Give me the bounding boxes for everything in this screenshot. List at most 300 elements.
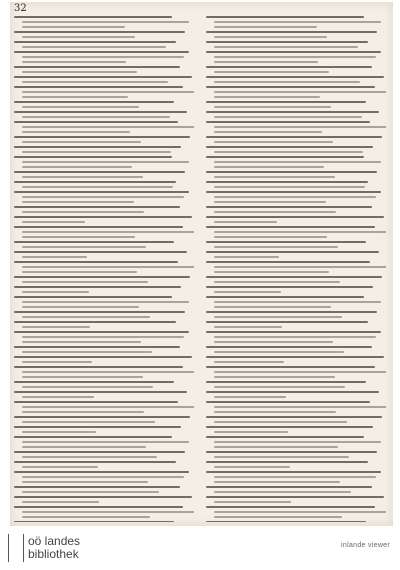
entry-placeholder: [14, 366, 194, 378]
entry-placeholder: [206, 156, 386, 168]
text-line-placeholder: [206, 251, 379, 253]
entry-placeholder: [14, 41, 194, 48]
text-line-placeholder: [206, 416, 382, 418]
text-line-placeholder: [22, 96, 128, 98]
text-line-placeholder: [14, 451, 185, 453]
entry-placeholder: [206, 86, 386, 98]
text-line-placeholder: [214, 431, 288, 433]
text-line-placeholder: [214, 376, 335, 378]
text-line-placeholder: [214, 186, 365, 188]
text-line-placeholder: [22, 291, 89, 293]
text-line-placeholder: [214, 46, 358, 48]
text-line-placeholder: [22, 446, 146, 448]
text-line-placeholder: [214, 246, 338, 248]
entry-placeholder: [206, 241, 386, 248]
text-line-placeholder: [22, 371, 194, 373]
text-line-placeholder: [206, 206, 372, 208]
text-line-placeholder: [14, 276, 190, 278]
text-line-placeholder: [22, 186, 173, 188]
text-line-placeholder: [214, 211, 336, 213]
text-line-placeholder: [22, 476, 184, 478]
text-line-placeholder: [214, 351, 344, 353]
text-line-placeholder: [214, 481, 340, 483]
text-line-placeholder: [206, 366, 375, 368]
text-line-placeholder: [206, 156, 364, 158]
entry-placeholder: [14, 51, 194, 63]
entry-placeholder: [14, 356, 194, 363]
text-line-placeholder: [214, 386, 345, 388]
entry-placeholder: [206, 31, 386, 38]
entry-placeholder: [206, 331, 386, 343]
entry-placeholder: [206, 226, 386, 238]
text-line-placeholder: [22, 376, 143, 378]
entry-placeholder: [14, 436, 194, 448]
entry-placeholder: [206, 311, 386, 318]
text-line-placeholder: [22, 271, 137, 273]
text-line-placeholder: [22, 336, 184, 338]
page-number: 32: [14, 3, 27, 14]
text-line-placeholder: [214, 106, 331, 108]
text-line-placeholder: [14, 226, 183, 228]
entry-placeholder: [14, 416, 194, 423]
text-line-placeholder: [22, 306, 139, 308]
text-line-placeholder: [22, 116, 170, 118]
text-line-placeholder: [206, 41, 368, 43]
text-line-placeholder: [22, 341, 141, 343]
text-line-placeholder: [206, 111, 379, 113]
entry-placeholder: [206, 366, 386, 378]
text-line-placeholder: [14, 381, 174, 383]
text-column-left: [14, 16, 194, 522]
text-line-placeholder: [214, 196, 376, 198]
text-line-placeholder: [22, 176, 143, 178]
text-line-placeholder: [206, 391, 379, 393]
text-line-placeholder: [14, 121, 178, 123]
entry-placeholder: [14, 496, 194, 503]
viewer-label: inlande viewer: [341, 542, 390, 549]
entry-placeholder: [14, 426, 194, 433]
entry-placeholder: [14, 191, 194, 203]
text-line-placeholder: [22, 211, 144, 213]
text-line-placeholder: [214, 491, 351, 493]
text-line-placeholder: [206, 346, 372, 348]
entry-placeholder: [14, 146, 194, 153]
entry-placeholder: [206, 381, 386, 388]
text-line-placeholder: [214, 336, 376, 338]
text-line-placeholder: [22, 196, 184, 198]
text-line-placeholder: [22, 56, 184, 58]
text-line-placeholder: [14, 321, 176, 323]
text-line-placeholder: [214, 361, 284, 363]
entry-placeholder: [14, 471, 194, 483]
library-logo-text: [28, 535, 80, 561]
entry-placeholder: [14, 101, 194, 108]
text-line-placeholder: [22, 441, 189, 443]
text-line-placeholder: [214, 141, 333, 143]
entry-placeholder: [206, 66, 386, 73]
text-line-placeholder: [214, 421, 347, 423]
entry-placeholder: [206, 121, 386, 133]
text-line-placeholder: [22, 411, 144, 413]
entry-placeholder: [14, 331, 194, 343]
entry-placeholder: [206, 486, 386, 493]
text-line-placeholder: [214, 316, 342, 318]
entry-placeholder: [206, 261, 386, 273]
entry-placeholder: [206, 51, 386, 63]
text-line-placeholder: [214, 176, 335, 178]
entry-placeholder: [206, 391, 386, 398]
text-line-placeholder: [206, 191, 381, 193]
text-line-placeholder: [22, 221, 85, 223]
entry-placeholder: [14, 121, 194, 133]
text-line-placeholder: [206, 451, 377, 453]
text-line-placeholder: [14, 191, 189, 193]
entry-placeholder: [14, 276, 194, 283]
text-line-placeholder: [14, 181, 176, 183]
text-line-placeholder: [22, 36, 135, 38]
text-column-right: [206, 16, 386, 522]
text-line-placeholder: [22, 396, 94, 398]
text-line-placeholder: [14, 111, 187, 113]
text-line-placeholder: [214, 371, 386, 373]
text-line-placeholder: [214, 326, 282, 328]
entry-placeholder: [14, 381, 194, 388]
text-line-placeholder: [14, 206, 180, 208]
text-line-placeholder: [14, 41, 176, 43]
text-line-placeholder: [22, 421, 155, 423]
entry-placeholder: [206, 16, 386, 28]
entry-placeholder: [14, 251, 194, 258]
text-line-placeholder: [22, 256, 87, 258]
text-line-placeholder: [214, 56, 376, 58]
text-line-placeholder: [14, 506, 183, 508]
entry-placeholder: [206, 346, 386, 353]
text-line-placeholder: [14, 241, 174, 243]
text-line-placeholder: [214, 446, 338, 448]
text-line-placeholder: [206, 321, 368, 323]
text-line-placeholder: [14, 51, 189, 53]
text-line-placeholder: [214, 221, 277, 223]
entry-placeholder: [14, 486, 194, 493]
text-line-placeholder: [22, 71, 137, 73]
entry-placeholder: [14, 171, 194, 178]
entry-placeholder: [206, 111, 386, 118]
text-line-placeholder: [14, 216, 192, 218]
text-line-placeholder: [22, 481, 148, 483]
entry-placeholder: [14, 206, 194, 213]
entry-placeholder: [206, 521, 386, 522]
entry-placeholder: [14, 226, 194, 238]
entry-placeholder: [14, 31, 194, 38]
text-line-placeholder: [14, 331, 189, 333]
text-line-placeholder: [14, 66, 180, 68]
text-line-placeholder: [214, 36, 327, 38]
text-line-placeholder: [214, 341, 333, 343]
text-line-placeholder: [14, 16, 172, 18]
text-line-placeholder: [206, 506, 375, 508]
text-line-placeholder: [214, 161, 381, 163]
text-line-placeholder: [14, 286, 181, 288]
text-line-placeholder: [22, 151, 171, 153]
text-line-placeholder: [22, 501, 99, 503]
text-line-placeholder: [206, 16, 364, 18]
text-line-placeholder: [22, 246, 146, 248]
text-line-placeholder: [14, 86, 183, 88]
text-line-placeholder: [206, 486, 372, 488]
text-line-placeholder: [22, 466, 98, 468]
text-line-placeholder: [214, 201, 326, 203]
text-line-placeholder: [14, 401, 178, 403]
text-line-placeholder: [22, 21, 189, 23]
text-line-placeholder: [214, 501, 291, 503]
text-line-placeholder: [206, 286, 373, 288]
text-line-placeholder: [214, 271, 329, 273]
text-line-placeholder: [22, 266, 194, 268]
text-line-placeholder: [14, 496, 192, 498]
text-line-placeholder: [214, 91, 386, 93]
entry-placeholder: [206, 471, 386, 483]
text-line-placeholder: [214, 411, 336, 413]
entry-placeholder: [14, 76, 194, 83]
text-line-placeholder: [206, 51, 381, 53]
text-line-placeholder: [22, 161, 189, 163]
text-line-placeholder: [214, 291, 281, 293]
text-line-placeholder: [214, 231, 386, 233]
text-line-placeholder: [14, 366, 183, 368]
text-line-placeholder: [214, 96, 320, 98]
entry-placeholder: [14, 506, 194, 518]
text-line-placeholder: [214, 256, 279, 258]
text-line-placeholder: [22, 361, 92, 363]
text-line-placeholder: [14, 521, 174, 522]
text-line-placeholder: [14, 471, 189, 473]
entry-placeholder: [14, 66, 194, 73]
entry-placeholder: [206, 451, 386, 458]
entry-placeholder: [206, 276, 386, 283]
entry-placeholder: [206, 496, 386, 503]
text-line-placeholder: [206, 426, 373, 428]
text-line-placeholder: [14, 416, 190, 418]
text-line-placeholder: [206, 136, 382, 138]
entry-placeholder: [14, 156, 194, 168]
text-line-placeholder: [22, 281, 148, 283]
text-line-placeholder: [14, 486, 180, 488]
text-line-placeholder: [22, 141, 141, 143]
entry-placeholder: [14, 346, 194, 353]
text-line-placeholder: [14, 436, 172, 438]
entry-placeholder: [206, 416, 386, 423]
text-line-placeholder: [22, 301, 189, 303]
entry-placeholder: [206, 506, 386, 518]
entry-placeholder: [206, 181, 386, 188]
text-line-placeholder: [22, 406, 194, 408]
text-line-placeholder: [214, 476, 376, 478]
text-line-placeholder: [206, 401, 370, 403]
text-line-placeholder: [14, 461, 176, 463]
text-line-placeholder: [214, 396, 286, 398]
logo-line2: bibliothek: [28, 547, 79, 561]
text-line-placeholder: [214, 456, 349, 458]
text-line-placeholder: [14, 426, 181, 428]
entry-placeholder: [14, 451, 194, 458]
text-line-placeholder: [206, 381, 366, 383]
text-line-placeholder: [14, 261, 178, 263]
text-line-placeholder: [214, 281, 340, 283]
text-line-placeholder: [22, 516, 150, 518]
entry-placeholder: [206, 136, 386, 143]
viewer-footer: [0, 528, 400, 570]
entry-placeholder: [14, 111, 194, 118]
text-line-placeholder: [206, 276, 382, 278]
library-logo-icon: [8, 534, 24, 562]
text-line-placeholder: [206, 496, 384, 498]
text-line-placeholder: [22, 61, 126, 63]
text-line-placeholder: [206, 261, 370, 263]
text-line-placeholder: [22, 126, 194, 128]
text-line-placeholder: [22, 46, 166, 48]
text-line-placeholder: [22, 81, 168, 83]
entry-placeholder: [206, 436, 386, 448]
text-line-placeholder: [206, 181, 368, 183]
text-line-placeholder: [214, 236, 327, 238]
text-line-placeholder: [206, 356, 384, 358]
text-line-placeholder: [214, 131, 322, 133]
entry-placeholder: [14, 136, 194, 143]
text-line-placeholder: [206, 226, 375, 228]
text-line-placeholder: [206, 121, 370, 123]
entry-placeholder: [206, 356, 386, 363]
text-line-placeholder: [22, 431, 96, 433]
text-line-placeholder: [22, 166, 132, 168]
entry-placeholder: [206, 426, 386, 433]
library-logo[interactable]: [8, 534, 80, 562]
text-line-placeholder: [14, 311, 185, 313]
text-line-placeholder: [206, 296, 364, 298]
text-line-placeholder: [206, 76, 384, 78]
entry-placeholder: [206, 171, 386, 178]
entry-placeholder: [206, 401, 386, 413]
entry-placeholder: [206, 146, 386, 153]
text-line-placeholder: [22, 231, 194, 233]
entry-placeholder: [14, 311, 194, 318]
text-line-placeholder: [14, 136, 190, 138]
text-line-placeholder: [14, 391, 187, 393]
entry-placeholder: [206, 286, 386, 293]
text-line-placeholder: [14, 251, 187, 253]
entry-placeholder: [206, 296, 386, 308]
text-line-placeholder: [14, 146, 181, 148]
text-line-placeholder: [22, 131, 130, 133]
entry-placeholder: [14, 461, 194, 468]
text-line-placeholder: [22, 91, 194, 93]
entry-placeholder: [14, 261, 194, 273]
entry-placeholder: [206, 461, 386, 468]
text-line-placeholder: [214, 466, 290, 468]
text-line-placeholder: [22, 106, 139, 108]
entry-placeholder: [14, 401, 194, 413]
text-line-placeholder: [206, 171, 377, 173]
entry-placeholder: [206, 251, 386, 258]
text-line-placeholder: [206, 66, 372, 68]
text-line-placeholder: [22, 351, 152, 353]
text-line-placeholder: [214, 81, 360, 83]
entry-placeholder: [14, 241, 194, 248]
text-line-placeholder: [22, 386, 153, 388]
text-line-placeholder: [206, 461, 368, 463]
text-line-placeholder: [22, 456, 157, 458]
text-line-placeholder: [206, 216, 384, 218]
text-line-placeholder: [14, 31, 185, 33]
entry-placeholder: [14, 16, 194, 28]
text-line-placeholder: [214, 166, 324, 168]
text-line-placeholder: [206, 311, 377, 313]
text-line-placeholder: [214, 511, 386, 513]
entry-placeholder: [206, 191, 386, 203]
text-line-placeholder: [206, 241, 366, 243]
entry-placeholder: [14, 521, 194, 522]
text-line-placeholder: [22, 326, 90, 328]
text-line-placeholder: [214, 21, 381, 23]
text-line-placeholder: [206, 331, 381, 333]
text-line-placeholder: [14, 171, 185, 173]
text-line-placeholder: [214, 26, 317, 28]
entry-placeholder: [14, 391, 194, 398]
text-line-placeholder: [206, 521, 366, 522]
text-line-placeholder: [214, 516, 342, 518]
text-line-placeholder: [22, 201, 134, 203]
text-line-placeholder: [14, 101, 174, 103]
entry-placeholder: [206, 216, 386, 223]
text-line-placeholder: [22, 236, 135, 238]
text-line-placeholder: [206, 101, 366, 103]
text-line-placeholder: [14, 296, 172, 298]
entry-placeholder: [206, 76, 386, 83]
text-line-placeholder: [206, 146, 373, 148]
text-line-placeholder: [22, 316, 150, 318]
text-line-placeholder: [22, 511, 194, 513]
logo-line1: oö landes: [28, 534, 81, 548]
entry-placeholder: [14, 296, 194, 308]
text-line-placeholder: [214, 71, 329, 73]
text-line-placeholder: [14, 76, 192, 78]
text-line-placeholder: [14, 156, 172, 158]
text-line-placeholder: [214, 61, 318, 63]
entry-placeholder: [206, 206, 386, 213]
text-line-placeholder: [22, 26, 125, 28]
entry-placeholder: [206, 41, 386, 48]
text-line-placeholder: [206, 86, 375, 88]
entry-placeholder: [14, 181, 194, 188]
text-line-placeholder: [214, 151, 363, 153]
entry-placeholder: [206, 101, 386, 108]
text-line-placeholder: [214, 116, 362, 118]
document-page: [10, 2, 393, 526]
text-line-placeholder: [214, 126, 386, 128]
text-line-placeholder: [214, 441, 381, 443]
text-line-placeholder: [14, 346, 180, 348]
text-line-placeholder: [206, 471, 381, 473]
entry-placeholder: [14, 321, 194, 328]
text-line-placeholder: [206, 436, 364, 438]
text-line-placeholder: [214, 406, 386, 408]
text-line-placeholder: [214, 301, 381, 303]
text-line-placeholder: [14, 356, 192, 358]
text-line-placeholder: [22, 491, 159, 493]
text-line-placeholder: [214, 306, 331, 308]
entry-placeholder: [14, 216, 194, 223]
text-line-placeholder: [214, 266, 386, 268]
entry-placeholder: [206, 321, 386, 328]
